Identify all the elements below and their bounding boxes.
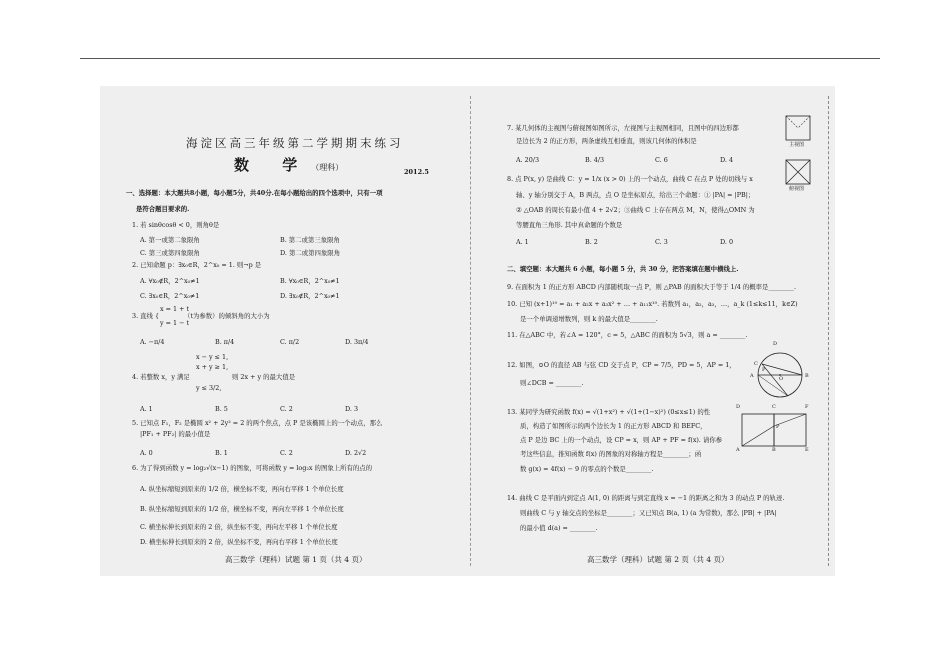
q5-option-d: D. 2√2 [345, 449, 367, 457]
exam-date: 2012.5 [404, 168, 429, 176]
fig12-label-b: B [805, 373, 809, 379]
q1-option-b: B. 第二或第三象限角 [280, 236, 340, 244]
q5-option-c: C. 2 [280, 449, 293, 457]
subject-heading [234, 156, 344, 174]
top-rule [80, 58, 880, 59]
q7-line1: 7. 某几何体的主视图与俯视图如图所示，左视图与主视图相同，且图中的四边形都 [507, 124, 739, 132]
q6-option-b: B. 纵坐标缩短到原来的 1/2 倍，横坐标不变，再向左平移 1 个单位长度 [140, 505, 344, 513]
fig13-label-p: P [776, 424, 780, 430]
q14-line1: 14. 曲线 C 是平面内到定点 A(1, 0) 的距离与到定直线 x = −1 的距离之和为 3 的动点 P 的轨迹. [507, 494, 785, 502]
q3-stem: 3. 直线 { [132, 312, 160, 320]
q12-line1: 12. 如图，⊙O 的直径 AB 与弦 CD 交于点 P，CP = 7/5，PD = 5，AP = 1， [507, 361, 736, 369]
q1-stem: 1. 若 sinθcosθ < 0，则角θ是 [132, 221, 220, 229]
q7-figure [784, 114, 814, 194]
q4-option-c: C. 2 [280, 405, 293, 413]
binding-edge [828, 96, 830, 566]
q7-option-b: B. 4/3 [585, 156, 605, 164]
q6-option-c: C. 横坐标伸长到原来的 2 倍，纵坐标不变，再向左平移 1 个单位长度 [140, 523, 338, 531]
q4-line1: x − y ≤ 1, [196, 353, 229, 361]
fig12-label-p: P [762, 367, 766, 373]
right-footer: 高三数学（理科）试题 第 2 页（共 4 页） [587, 555, 729, 564]
q7-line2: 是边长为 2 的正方形，两条虚线互相垂直，则该几何体的体积是 [516, 137, 697, 145]
q3-option-a: A. −π/4 [140, 338, 165, 346]
q3-line2: y = 1 − t [160, 319, 190, 327]
q14-line2: 则曲线 C 与 y 轴交点的坐标是________；又已知点 B(a, 1) (a 为常数)，那么 |PB| + |PA| [520, 509, 777, 517]
q7-option-c: C. 6 [655, 156, 668, 164]
q1-option-a: A. 第一或第二象限角 [140, 236, 200, 244]
section1-line1: 一、选择题：本大题共8小题，每小题5分，共40分.在每小题给出的四个选项中，只有一项 [126, 189, 383, 197]
section2-heading: 二、填空题：本大题共 6 小题，每小题 5 分，共 30 分，把答案填在题中横线上. [507, 265, 739, 273]
q8-line3: ② △OAB 的周长有最小值 4 + 2√2；③曲线 C 上存在两点 M，N，使得△OMN 为 [516, 206, 755, 214]
q1-option-d: D. 第二或第四象限角 [280, 249, 341, 257]
left-footer: 高三数学（理科）试题 第 1 页（共 4 页） [225, 555, 367, 564]
q4-line2: x + y ≥ 1, [196, 363, 229, 371]
q12-line2: 则∠DCB = ________. [520, 379, 584, 387]
q3-option-b: B. π/4 [215, 338, 235, 346]
q2-option-b: B. ∀x₀∈R，2^x₀≠1 [280, 277, 340, 285]
q3-option-c: C. π/2 [280, 338, 300, 346]
q4-option-a: A. 1 [140, 405, 153, 413]
fig13-label-b: B [772, 447, 776, 453]
front-view-label: 主视图 [789, 142, 805, 148]
q6-stem: 6. 为了得到函数 y = log₂√(x−1) 的图象，可将函数 y = log₂x 的图象上所有的点的 [132, 464, 373, 472]
q7-option-d: D. 4 [720, 156, 734, 164]
q13-line1: 13. 某同学为研究函数 f(x) = √(1+x²) + √(1+(1−x)²) (0≤x≤1) 的性 [507, 408, 711, 416]
q12-figure [752, 344, 812, 406]
q8-option-c: C. 3 [655, 238, 668, 246]
q5-stem2: |PF₁ + PF₂| 的最小值是 [140, 430, 211, 438]
q2-option-c: C. ∃x₀∈R，2^x₀≠1 [140, 292, 200, 300]
fig13-label-a: A [736, 447, 740, 453]
q11: 11. 在△ABC 中，若∠A = 120°，c = 5，△ABC 的面积为 5√3，则 a = ________. [507, 331, 748, 339]
section1-line2: 是符合题目要求的. [136, 205, 190, 213]
q5-option-a: A. 0 [140, 449, 153, 457]
q2-stem: 2. 已知命题 p：∃x₀∈R，2^x₀ = 1. 则¬p 是 [132, 261, 262, 269]
q8-line2: 轴、y 轴分别交于 A，B 两点，点 O 是坐标原点，给出三个命题：① |PA| = |PB|； [516, 191, 755, 199]
q8-line4: 等腰直角三角形. 其中真命题的个数是 [516, 221, 623, 229]
fig13-label-d: D [736, 404, 741, 410]
q6-option-a: A. 纵坐标缩短到原来的 1/2 倍，横坐标不变，再向右平移 1 个单位长度 [140, 485, 344, 493]
fig13-label-e: E [805, 447, 809, 453]
q13-line4: 考这些信息，推知函数 f(x) 的图象的对称轴方程是________；函 [520, 450, 702, 458]
q3-line1: x = 1 + t [160, 305, 190, 313]
q4-line3: y ≤ 3/2, [196, 384, 222, 392]
q7-option-a: A. 20/3 [516, 156, 540, 164]
q3-option-d: D. 3π/4 [345, 338, 369, 346]
q2-option-a: A. ∀x₀∉R，2^x₀≠1 [140, 277, 200, 285]
q5-option-b: B. 1 [215, 449, 228, 457]
q13-line5: 数 g(x) = 4f(x) − 9 的零点的个数是________. [520, 465, 654, 473]
q2-option-d: D. ∃x₀∉R，2^x₀≠1 [280, 292, 340, 300]
fig13-label-f: F [805, 404, 809, 410]
q10-line1: 10. 已知 (x+1)¹⁰ = a₁ + a₂x + a₃x² + … + a₁₁x¹⁰. 若数列 a₁，a₂，a₃，…，a_k (1≤k≤11，k∈Z) [507, 300, 798, 308]
q8-option-a: A. 1 [516, 238, 529, 246]
q8-option-d: D. 0 [720, 238, 734, 246]
page-divider [470, 96, 472, 566]
q4-option-d: D. 3 [345, 405, 359, 413]
q9: 9. 在面积为 1 的正方形 ABCD 内部随机取一点 P，则 △PAB 的面积大于等于 1/4 的概率是________. [507, 283, 796, 291]
fig12-label-a: A [750, 373, 754, 379]
exam-title: 海淀区高三年级第二学期期末练习 [186, 136, 404, 150]
top-view-label: 俯视图 [789, 186, 805, 192]
fig12-label-d: D [773, 341, 778, 347]
subject-note: （理科） [311, 163, 344, 172]
q6-option-d: D. 横坐标伸长到原来的 2 倍，纵坐标不变，再向右平移 1 个单位长度 [140, 538, 338, 546]
q14-line3: 的最小值 d(a) = ________. [520, 524, 598, 532]
q5-stem: 5. 已知点 F₁，F₂ 是椭圆 x² + 2y² = 2 的两个焦点，点 P 是该椭圆上的一个动点，那么 [132, 419, 383, 427]
q10-line2: 是一个单调递增数列，则 k 的最大值是________. [520, 315, 658, 323]
q4-option-b: B. 5 [215, 405, 228, 413]
q4-tail: 则 2x + y 的最大值是 [232, 373, 296, 381]
q13-figure [740, 412, 810, 452]
subject-name: 数 学 [234, 156, 312, 174]
fig13-label-c: C [772, 404, 776, 410]
q1-option-c: C. 第三或第四象限角 [140, 249, 200, 257]
q8-line1: 8. 点 P(x, y) 是曲线 C：y = 1/x (x > 0) 上的一个动点，曲线 C 在点 P 处的切线与 x [507, 175, 753, 183]
fig12-label-c: C [754, 361, 758, 367]
fig12-label-o: O [779, 376, 784, 382]
q4-stem: 4. 若整数 x，y 满足 [132, 373, 190, 381]
q13-line2: 质，构造了如图所示的两个边长为 1 的正方形 ABCD 和 BEFC， [520, 422, 707, 430]
q8-option-b: B. 2 [585, 238, 598, 246]
q13-line3: 点 P 是边 BC 上的一个动点，设 CP = x，则 AP + PF = f(x). 请你参 [520, 436, 723, 444]
q3-note: （t为参数）的倾斜角的大小为 [184, 312, 270, 320]
